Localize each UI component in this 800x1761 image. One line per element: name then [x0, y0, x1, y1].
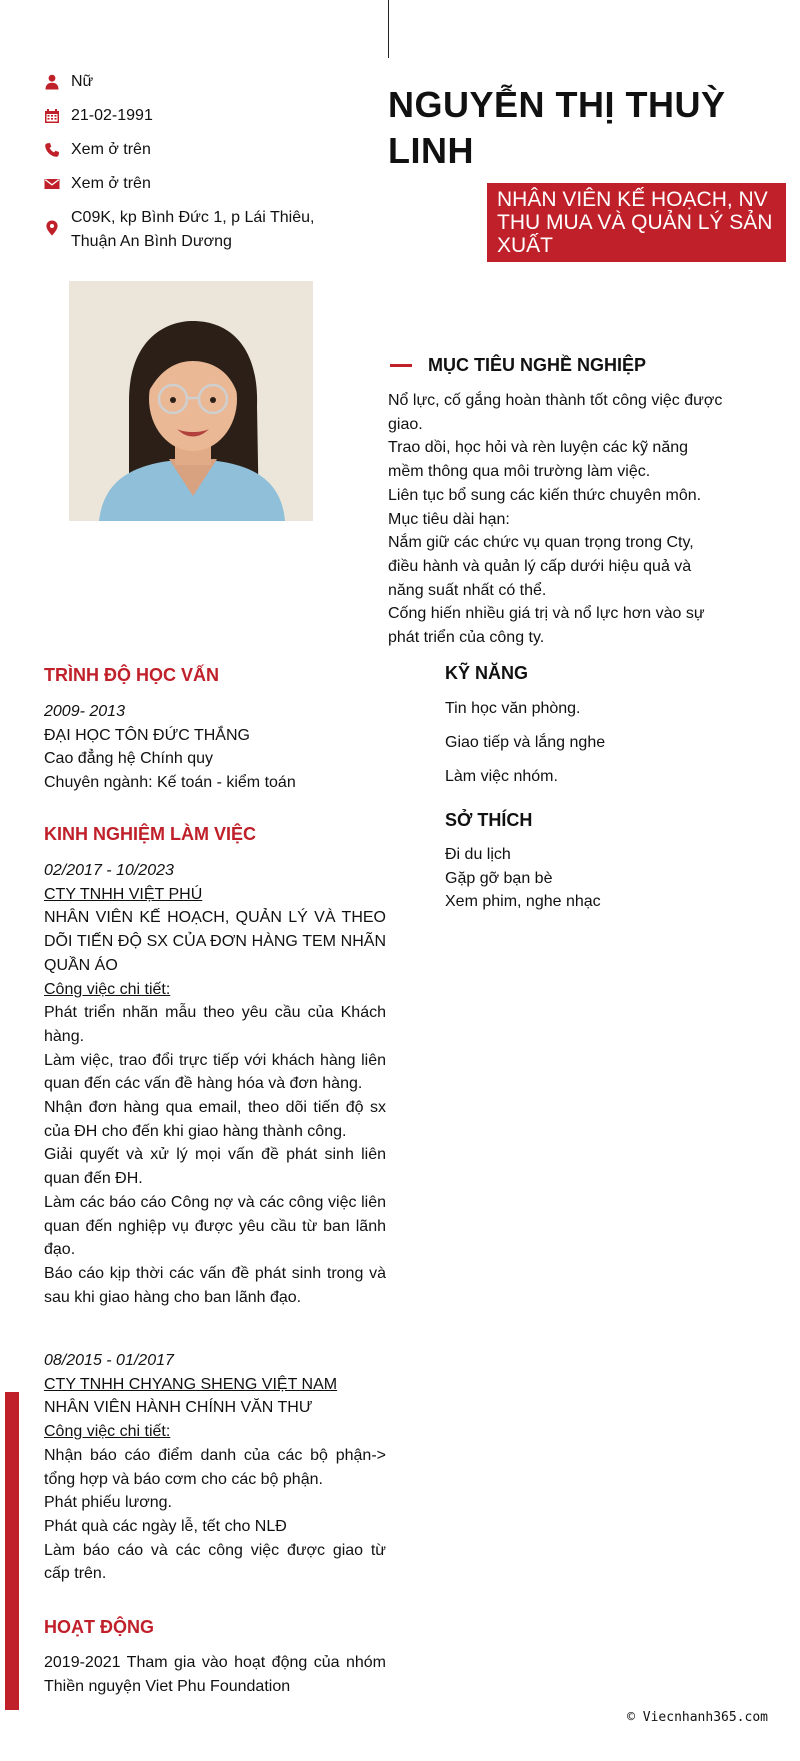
candidate-name: NGUYỄN THỊ THUỲ LINH [388, 84, 726, 171]
job-detail-item: Làm báo cáo và các công việc được giao từ cấp trên. [44, 1541, 386, 1583]
job-details-label: Công việc chi tiết: [44, 1423, 171, 1441]
education-major: Chuyên ngành: Kế toán - kiểm toán [44, 774, 296, 792]
contact-info [43, 70, 343, 264]
skills-list [445, 697, 605, 799]
phone-text: Xem ở trên [71, 141, 151, 158]
gender-row [43, 70, 343, 94]
job-detail-item: Nhận đơn hàng qua email, theo dõi tiến độ sx của ĐH cho đến khi giao hàng thành công. [44, 1099, 386, 1140]
experience-entry [44, 1349, 386, 1586]
job-detail-item: Làm việc, trao đổi trực tiếp với khách hàng liên quan đến các vấn đề hàng hóa và đơn hàng. [44, 1051, 386, 1093]
objective-body [388, 389, 728, 650]
phone-icon [43, 138, 61, 162]
hobby-item: Xem phim, nghe nhạc [445, 893, 601, 911]
skill-item: Làm việc nhóm. [445, 768, 558, 785]
birthday-text: 21-02-1991 [71, 107, 153, 124]
email-text: Xem ở trên [71, 175, 151, 192]
education-heading: TRÌNH ĐỘ HỌC VẤN [44, 665, 219, 685]
job-detail-item: Phát phiếu lương. [44, 1494, 172, 1512]
skills-heading: KỸ NĂNG [445, 663, 529, 683]
profile-photo [69, 281, 313, 521]
job-detail-item: Giải quyết và xử lý mọi vấn đề phát sinh liên quan đến ĐH. [44, 1146, 386, 1188]
job-detail-item: Phát quà các ngày lễ, tết cho NLĐ [44, 1517, 287, 1535]
skill-item: Tin học văn phòng. [445, 700, 581, 717]
job-company: CTY TNHH VIỆT PHÚ [44, 885, 203, 903]
job-detail-item: Phát triển nhãn mẫu theo yêu cầu của Khách hàng. [44, 1004, 386, 1045]
job-title-badge: NHÂN VIÊN KẾ HOẠCH, NV THU MUA VÀ QUẢN LÝ SẢN XUẤT [487, 183, 786, 262]
skill-item: Giao tiếp và lắng nghe [445, 734, 606, 751]
objective-line: Mục tiêu dài hạn: [388, 510, 510, 528]
job-detail-item: Nhận báo cáo điểm danh của các bộ phận-> tổng hợp và báo cơm cho các bộ phận. [44, 1446, 386, 1488]
birthday-row [43, 104, 343, 128]
job-detail-item: Làm các báo cáo Công nợ và các công việc liên quan đến nghiệp vụ được yêu cầu từ ban lãnh đạo. [44, 1193, 386, 1259]
objective-line: Cống hiến nhiều giá trị và nổ lực hơn vào sự phát triển của công ty. [388, 605, 705, 647]
objective-line: Liên tục bổ sung các kiến thức chuyên môn. [388, 486, 702, 504]
gender-text: Nữ [71, 73, 94, 90]
objective-line: Nắm giữ các chức vụ quan trọng trong Cty, điều hành và quản lý cấp dưới hiệu quả và năng suất nhất có thể. [388, 534, 694, 599]
activities-text: 2019-2021 Tham gia vào hoạt động của nhóm Thiền nguyện Viet Phu Foundation [44, 1654, 386, 1695]
education-body [44, 700, 386, 795]
hobbies-list [445, 843, 601, 914]
location-pin-icon [43, 206, 61, 250]
calendar-icon [43, 104, 61, 128]
education-degree: Cao đẳng hệ Chính quy [44, 750, 214, 768]
job-position: NHÂN VIÊN HÀNH CHÍNH VĂN THƯ [44, 1399, 313, 1417]
activities-heading: HOẠT ĐỘNG [44, 1617, 154, 1637]
decorative-red-bar [5, 1392, 19, 1710]
address-row [43, 206, 343, 254]
education-period: 2009- 2013 [44, 703, 125, 720]
header-divider [388, 0, 389, 58]
job-detail-item: Báo cáo kịp thời các vấn đề phát sinh trong và sau khi giao hàng cho ban lãnh đạo. [44, 1264, 386, 1306]
job-position: NHÂN VIÊN KẾ HOẠCH, QUẢN LÝ VÀ THEO DÕI TIẾN ĐỘ SX CỦA ĐƠN HÀNG TEM NHÃN QUẦN ÁO [44, 909, 386, 974]
email-row [43, 172, 343, 196]
job-period: 02/2017 - 10/2023 [44, 862, 174, 879]
experience-entry [44, 859, 386, 1309]
envelope-icon [43, 172, 61, 196]
objective-line: Nổ lực, cố gắng hoàn thành tốt công việc được giao. [388, 392, 723, 433]
job-company: CTY TNHH CHYANG SHENG VIỆT NAM [44, 1375, 338, 1393]
footer-watermark: © Viecnhanh365.com [627, 1710, 768, 1725]
phone-row [43, 138, 343, 162]
hobbies-heading: SỞ THÍCH [445, 810, 533, 830]
experience-heading: KINH NGHIỆM LÀM VIỆC [44, 824, 257, 844]
job-period: 08/2015 - 01/2017 [44, 1352, 174, 1369]
person-icon [43, 70, 61, 94]
address-text: C09K, kp Bình Đức 1, p Lái Thiêu, Thuận An Bình Dương [71, 209, 315, 250]
objective-heading [390, 355, 646, 376]
objective-line: Trao dồi, học hỏi và rèn luyện các kỹ năng mềm thông qua môi trường làm việc. [388, 439, 689, 481]
job-details-label: Công việc chi tiết: [44, 980, 171, 998]
hobby-item: Gặp gỡ bạn bè [445, 869, 553, 887]
education-school: ĐẠI HỌC TÔN ĐỨC THẮNG [44, 726, 250, 744]
hobby-item: Đi du lịch [445, 846, 511, 863]
objective-heading-text: MỤC TIÊU NGHỀ NGHIỆP [428, 355, 647, 375]
heading-dash [390, 364, 412, 367]
